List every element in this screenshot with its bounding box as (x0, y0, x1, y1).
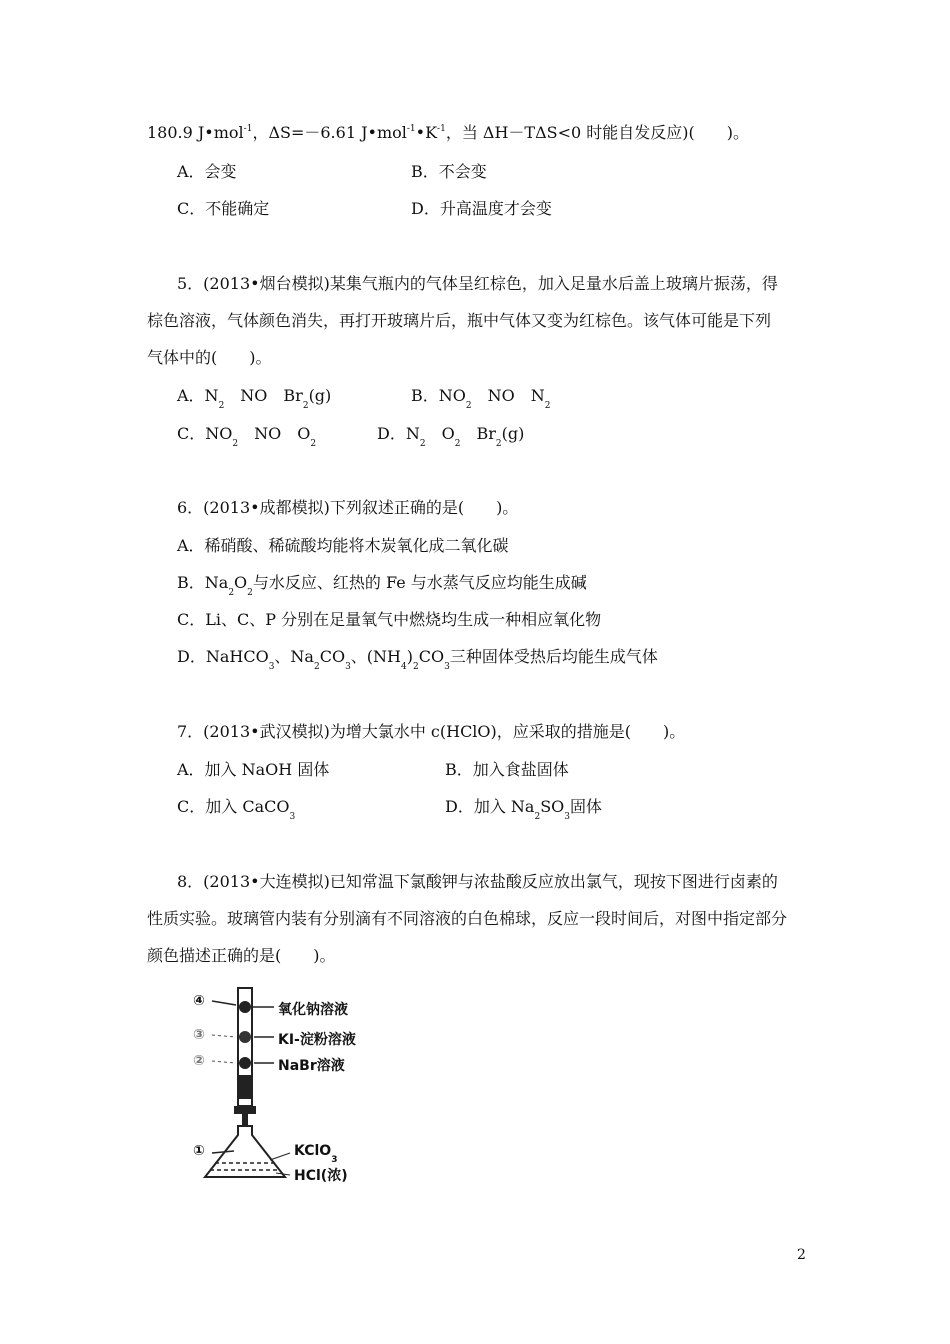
arrow-1 (212, 1151, 234, 1153)
label-kclo3-text: KClO (294, 1143, 332, 1159)
q5-a-text: A．N (177, 386, 219, 405)
experiment-apparatus-figure (190, 985, 390, 1190)
q5-c-sub: 2 (310, 439, 317, 449)
q6-d-text: CO (418, 647, 445, 666)
q5-option-c (177, 424, 317, 449)
q5-stem-line-2: 棕色溶液，气体颜色消失，再打开玻璃片后，瓶中气体又变为红棕色。该气体可能是下列 (147, 311, 772, 330)
tube-plug (239, 1075, 251, 1099)
q8-stem-line-2: 性质实验。玻璃管内装有分别滴有不同溶液的白色棉球，反应一段时间后，对图中指定部分 (147, 909, 788, 928)
label-sodium-hydroxide: 氧化钠溶液 (278, 1002, 348, 1018)
q4-text-3: •K (415, 123, 438, 142)
q5-b-sub: 2 (465, 401, 472, 411)
q6-option-b (177, 573, 587, 598)
q5-a-text: (g) (308, 386, 332, 405)
q4-option-c: C．不能确定 (177, 199, 270, 218)
q5-c-text: C．NO (177, 424, 233, 443)
q6-option-c: C．Li、C、P 分别在足量氧气中燃烧均生成一种相应氧化物 (177, 610, 602, 629)
q7-d-text: SO (540, 797, 565, 816)
cotton-ball-3 (239, 1031, 251, 1043)
label-4: ④ (193, 993, 205, 1009)
q7-option-a: A．加入 NaOH 固体 (177, 760, 330, 779)
page-number: 2 (797, 1247, 806, 1263)
q7-option-d (445, 797, 603, 822)
q5-c-sub: 2 (232, 439, 239, 449)
q7-stem: 7．(2013•武汉模拟)为增大氯水中 c(HClO)，应采取的措施是( )。 (177, 722, 686, 741)
q6-d-text: ) (406, 647, 413, 666)
q5-d-text: (g) (501, 424, 525, 443)
q5-a-sub: 2 (302, 401, 309, 411)
q5-d-sub: 2 (454, 439, 461, 449)
q6-d-text: 三种固体受热后均能生成气体 (449, 647, 658, 666)
q4-option-d: D．升高温度才会变 (411, 199, 552, 218)
q7-d-text: D．加入 Na (445, 797, 535, 816)
stopper (234, 1106, 256, 1114)
q4-continuation (147, 123, 749, 143)
q6-d-text: 、Na (274, 647, 314, 666)
q6-option-d (177, 647, 658, 672)
label-kclo3-sub: 3 (331, 1155, 338, 1165)
label-1: ① (193, 1143, 205, 1159)
q6-d-text: 、(NH (350, 647, 401, 666)
q7-d-sub: 2 (534, 812, 541, 822)
q6-d-sub: 3 (268, 662, 275, 672)
arrow-2 (212, 1061, 236, 1063)
q6-d-sub: 3 (444, 662, 450, 672)
q5-d-sub: 2 (419, 439, 426, 449)
arrow-4 (212, 1001, 236, 1005)
q4-option-b: B．不会变 (411, 162, 487, 181)
q6-d-sub: 4 (401, 662, 407, 672)
arrow-3 (212, 1035, 236, 1037)
q4-sup-2: -1 (406, 124, 416, 134)
pointer-kclo3 (270, 1153, 290, 1160)
q6-b-text: 与水反应、红热的 Fe 与水蒸气反应均能生成碱 (252, 573, 587, 592)
q6-d-sub: 3 (345, 662, 351, 672)
label-ki-starch: KI-淀粉溶液 (278, 1032, 356, 1048)
q6-d-text: CO (319, 647, 346, 666)
q6-stem: 6．(2013•成都模拟)下列叙述正确的是( )。 (177, 498, 519, 517)
q4-text-4: ，当 ΔH－TΔS<0 时能自发反应)( )。 (445, 123, 750, 142)
q5-d-text: Br (460, 424, 496, 443)
q6-b-text: B．Na (177, 573, 229, 592)
q5-stem-line-3: 气体中的( )。 (147, 348, 272, 367)
q5-b-text: NO N (471, 386, 545, 405)
q5-option-b (411, 386, 551, 411)
q8-stem-line-3: 颜色描述正确的是( )。 (147, 946, 336, 965)
q5-a-text: NO Br (224, 386, 303, 405)
q5-d-text: D．N (377, 424, 420, 443)
q4-sup-3: -1 (437, 124, 446, 134)
q5-c-text: NO O (238, 424, 311, 443)
label-kclo3 (294, 1143, 338, 1165)
q5-d-text: O (425, 424, 455, 443)
q4-option-a: A．会变 (177, 162, 237, 181)
q4-text-1: 180.9 J•mol (147, 123, 244, 142)
q5-a-sub: 2 (218, 401, 225, 411)
q5-b-text: B．NO (411, 386, 466, 405)
q5-d-sub: 2 (495, 439, 502, 449)
q6-b-text: O (234, 573, 248, 592)
connector (242, 1114, 248, 1126)
q6-option-a: A．稀硝酸、稀硫酸均能将木炭氧化成二氧化碳 (177, 536, 509, 555)
q5-option-a (177, 386, 332, 411)
q6-d-sub: 2 (313, 662, 320, 672)
q6-d-sub: 2 (412, 662, 419, 672)
q4-sup-1: -1 (243, 124, 253, 134)
cotton-ball-4 (239, 1001, 251, 1013)
label-2: ② (193, 1053, 205, 1069)
q7-c-text: C．加入 CaCO (177, 797, 290, 816)
label-nabr: NaBr溶液 (278, 1058, 345, 1074)
q5-option-d (377, 424, 525, 449)
q4-text-2: ，ΔS=－6.61 J•mol (252, 123, 407, 142)
q7-c-sub: 3 (289, 812, 296, 822)
label-3: ③ (193, 1027, 205, 1043)
label-hcl: HCl(浓) (294, 1168, 348, 1184)
q8-stem-line-1: 8．(2013•大连模拟)已知常温下氯酸钾与浓盐酸反应放出氯气，现按下图进行卤素的 (177, 872, 778, 891)
q7-d-text: 固体 (570, 797, 603, 816)
q6-b-sub: 2 (228, 588, 235, 598)
q7-d-sub: 3 (564, 812, 571, 822)
q7-option-b: B．加入食盐固体 (445, 760, 569, 779)
cotton-ball-2 (239, 1057, 251, 1069)
q7-option-c (177, 797, 296, 822)
q5-b-sub: 2 (544, 401, 551, 411)
q6-d-text: D．NaHCO (177, 647, 269, 666)
q5-stem-line-1: 5．(2013•烟台模拟)某集气瓶内的气体呈红棕色，加入足量水后盖上玻璃片振荡，得 (177, 274, 778, 293)
q6-b-sub: 2 (247, 588, 253, 598)
